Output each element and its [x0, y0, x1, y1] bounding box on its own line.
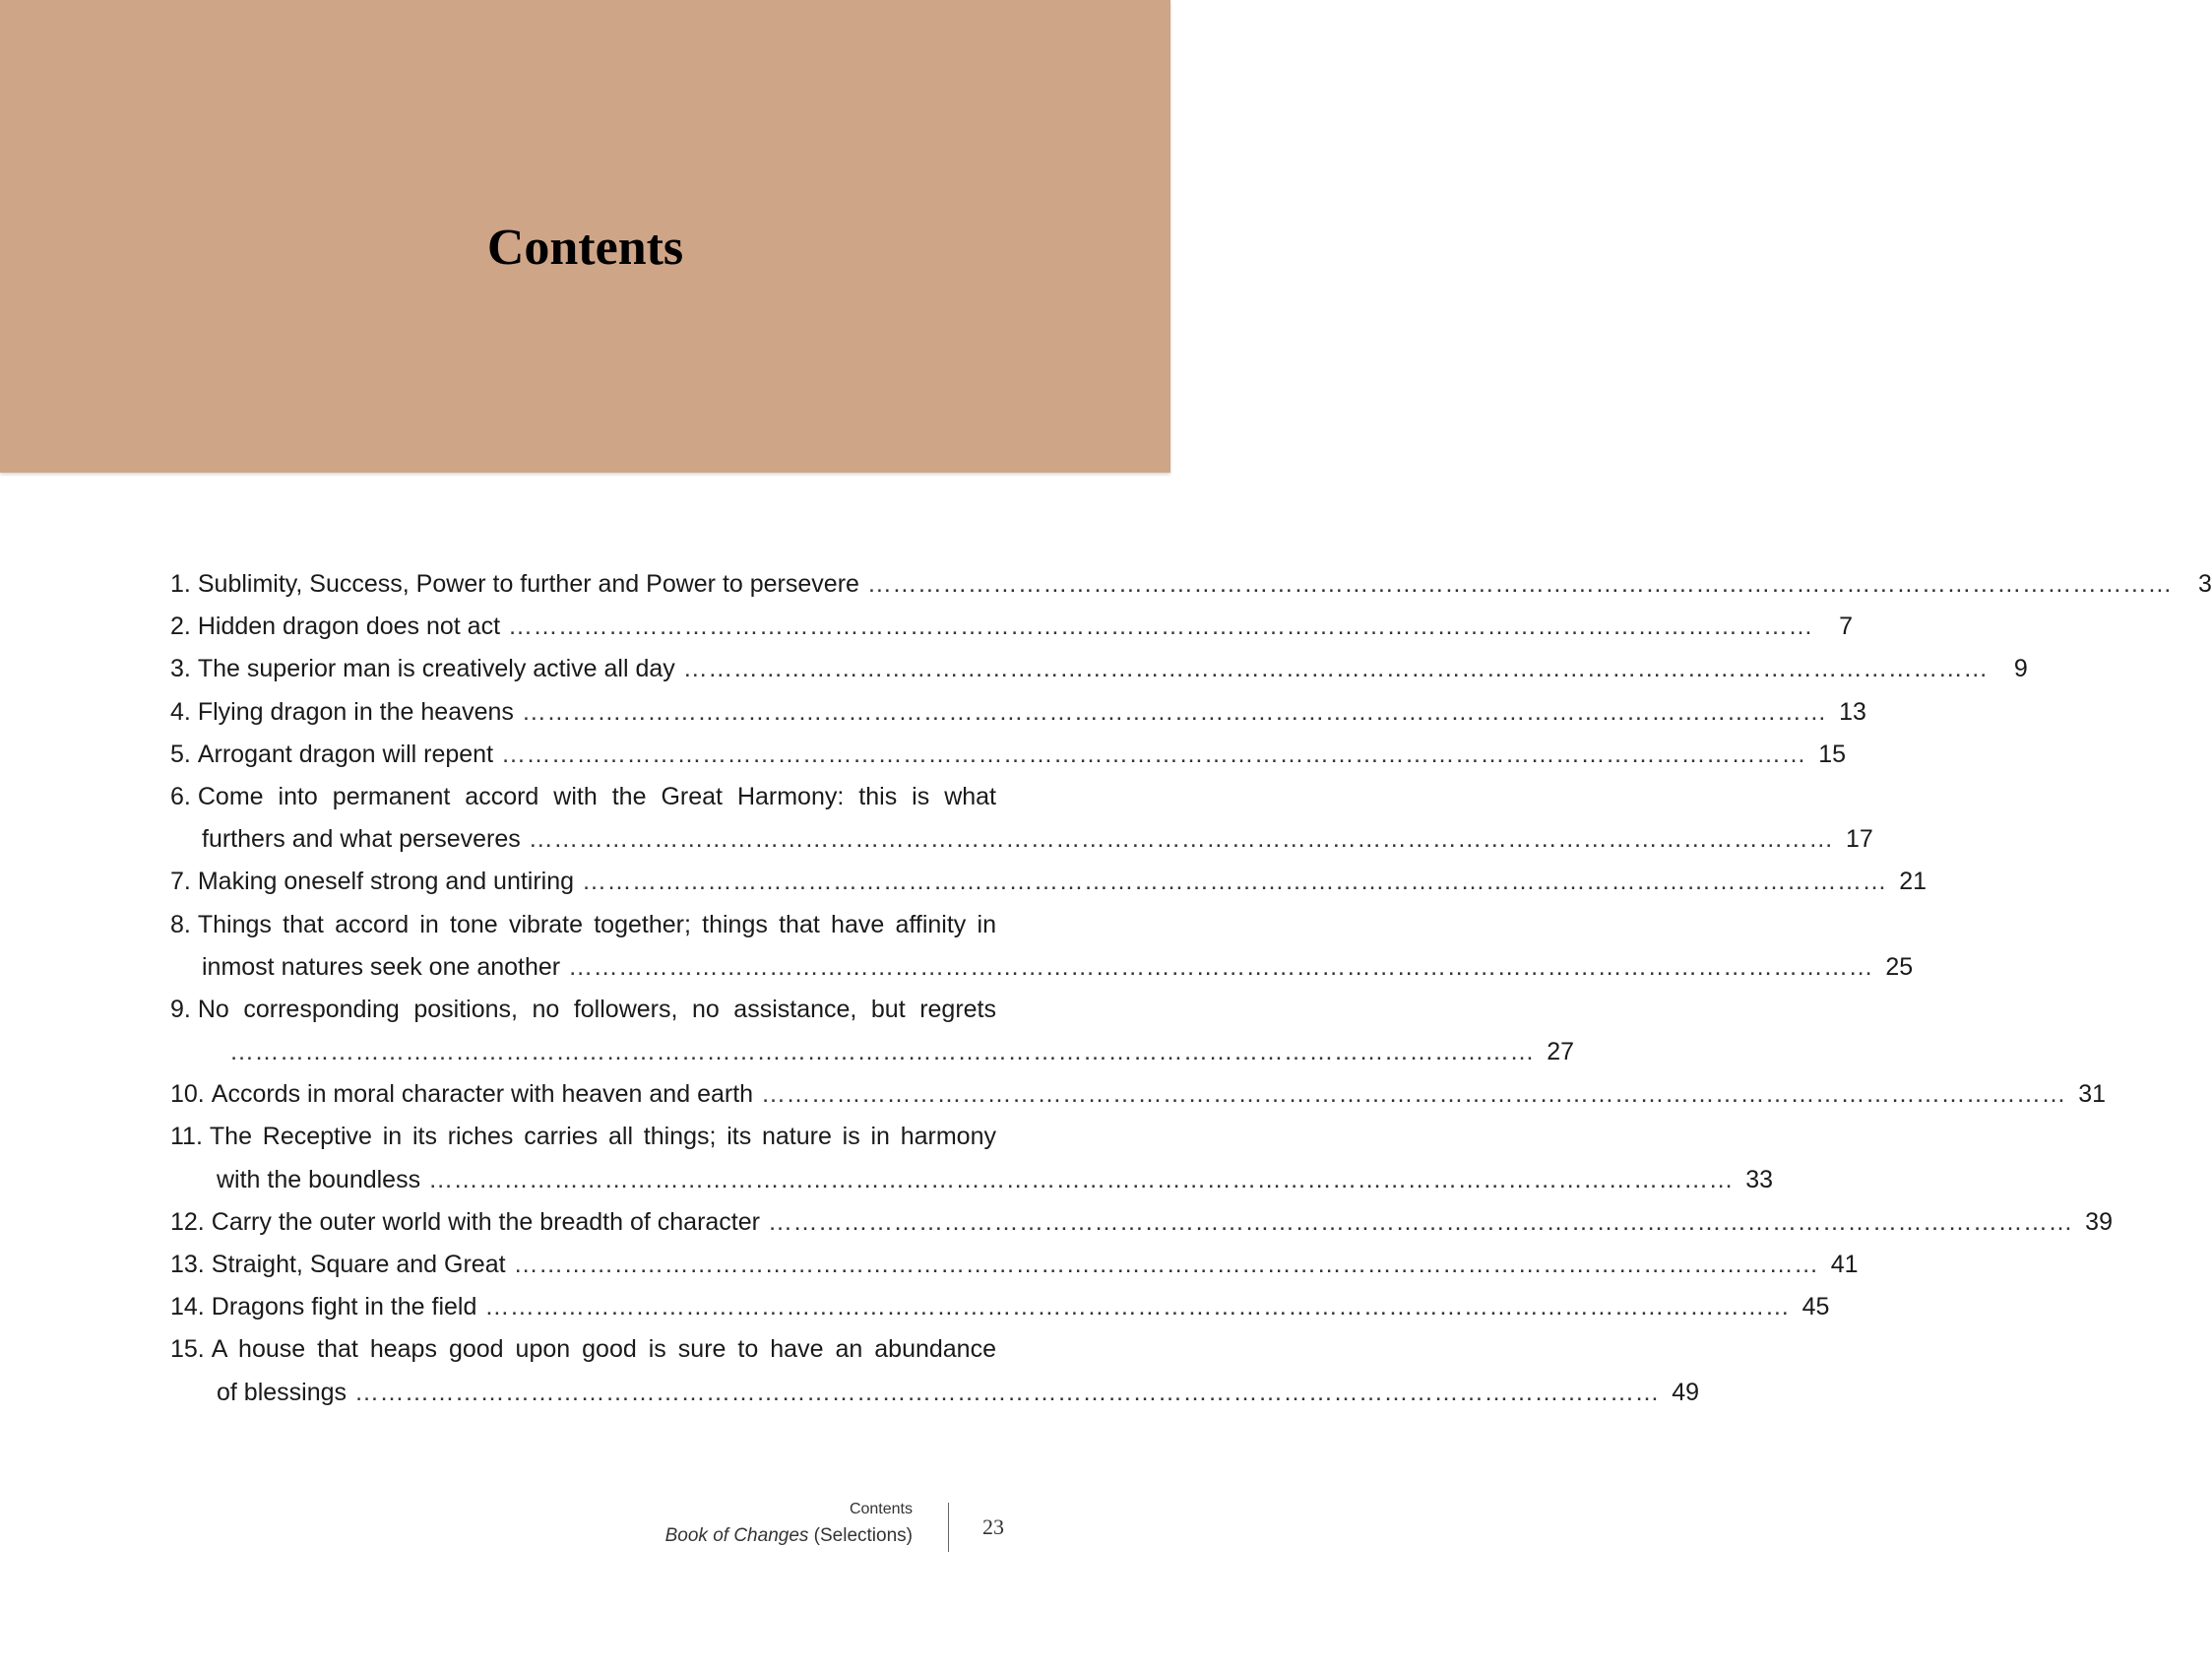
toc-entry-9[interactable] — [170, 989, 996, 1031]
toc-entry-title: Making oneself strong and untiring — [197, 868, 575, 896]
toc-entry-title: A house that heaps good upon good is sure to have an abundance — [211, 1335, 996, 1364]
toc-entry-number: 12. — [170, 1207, 205, 1236]
footer-book-suffix: (Selections) — [813, 1525, 913, 1546]
toc-entry-title: The Receptive in its riches carries all things; its nature is in harmony — [209, 1123, 996, 1151]
toc-entry-3[interactable] — [170, 648, 2028, 690]
toc-entry-page: 25 — [1885, 952, 1914, 981]
toc-entry-number: 3. — [170, 655, 191, 683]
page-title: Contents — [486, 220, 684, 276]
toc-entry-5[interactable] — [170, 734, 1847, 776]
dot-leader — [761, 1073, 2066, 1116]
footer-book-title — [665, 1522, 913, 1550]
toc-entry-number: 11. — [170, 1123, 203, 1151]
toc-entry-number: 7. — [170, 868, 191, 896]
dot-leader — [768, 1201, 2073, 1244]
toc-entry-1[interactable] — [170, 563, 2212, 606]
dot-leader — [501, 734, 1806, 776]
toc-entry-title-continued: inmost natures seek one another — [202, 952, 561, 981]
dot-leader — [508, 606, 1813, 648]
toc-entry-page: 39 — [2085, 1207, 2113, 1236]
footer-book-name: Book of Changes — [664, 1525, 809, 1546]
toc-entry-number: 6. — [170, 782, 191, 810]
toc-entry-4[interactable] — [170, 691, 1866, 734]
toc-entry-title: Dragons fight in the field — [211, 1293, 477, 1321]
toc-entry-page: 13 — [1839, 697, 1866, 726]
toc-entry-8-continuation[interactable] — [170, 946, 1914, 989]
dot-leader — [428, 1159, 1734, 1201]
toc-entry-10[interactable] — [170, 1073, 2107, 1116]
toc-entry-11[interactable] — [170, 1116, 996, 1158]
toc-entry-title-continued: of blessings — [217, 1378, 348, 1406]
toc-entry-title: Flying dragon in the heavens — [197, 697, 514, 726]
toc-entry-title: Come into permanent accord with the Great Harmony: this is what — [197, 782, 996, 810]
dot-leader — [582, 861, 1887, 903]
toc-entry-number: 5. — [170, 740, 191, 768]
toc-entry-page: 15 — [1818, 740, 1847, 768]
toc-entry-title-continued: furthers and what perseveres — [202, 825, 521, 854]
toc-entry-page: 9 — [2013, 655, 2028, 683]
dot-leader — [867, 563, 2173, 606]
toc-entry-title: Accords in moral character with heaven and earth — [211, 1080, 754, 1109]
dot-leader — [354, 1372, 1660, 1414]
toc-entry-page: 3 — [2198, 570, 2212, 598]
toc-entry-page: 41 — [1830, 1251, 1859, 1278]
toc-entry-title: Sublimity, Success, Power to further and Power to persevere — [197, 570, 859, 598]
toc-entry-15-continuation[interactable] — [170, 1372, 1700, 1414]
toc-entry-13[interactable] — [170, 1244, 1859, 1286]
toc-entry-page: 17 — [1845, 825, 1873, 854]
toc-entry-title: Things that accord in tone vibrate together; things that have affinity in — [197, 910, 996, 938]
toc-entry-page: 7 — [1839, 612, 1854, 641]
dot-leader — [229, 1031, 1535, 1073]
toc-entry-title-continued: with the boundless — [217, 1165, 421, 1193]
dot-leader — [683, 648, 1989, 690]
toc-entry-number: 9. — [170, 995, 191, 1023]
toc-entry-number: 1. — [170, 570, 191, 598]
toc-entry-page: 33 — [1745, 1165, 1774, 1193]
toc-entry-12[interactable] — [170, 1201, 2113, 1244]
toc-entry-title: Hidden dragon does not act — [197, 612, 501, 641]
dot-leader — [529, 818, 1834, 861]
toc-entry-page: 45 — [1801, 1293, 1830, 1321]
toc-entry-page: 31 — [2078, 1080, 2107, 1109]
toc-entry-number: 13. — [170, 1251, 205, 1278]
toc-entry-7[interactable] — [170, 861, 1928, 903]
toc-entry-page: 27 — [1547, 1038, 1574, 1066]
dot-leader — [514, 1244, 1819, 1286]
table-of-contents — [170, 563, 2212, 1414]
toc-entry-6[interactable] — [170, 776, 996, 818]
toc-entry-title: The superior man is creatively active all day — [197, 655, 675, 683]
toc-entry-number: 10. — [170, 1080, 205, 1109]
dot-leader — [522, 691, 1827, 734]
toc-entry-15[interactable] — [170, 1328, 996, 1371]
toc-entry-2[interactable] — [170, 606, 1854, 648]
toc-entry-number: 14. — [170, 1293, 205, 1321]
toc-entry-11-continuation[interactable] — [170, 1159, 1774, 1201]
toc-entry-title: Straight, Square and Great — [211, 1251, 506, 1278]
footer-section-label: Contents — [849, 1501, 913, 1517]
toc-entry-8[interactable] — [170, 904, 996, 946]
toc-entry-title: No corresponding positions, no followers, no assistance, but regrets — [197, 995, 996, 1023]
toc-entry-page: 21 — [1899, 868, 1928, 896]
footer-divider — [948, 1503, 949, 1552]
toc-entry-page: 49 — [1672, 1378, 1700, 1406]
page-number: 23 — [982, 1514, 1004, 1539]
toc-entry-14[interactable] — [170, 1286, 1830, 1328]
toc-entry-number: 4. — [170, 697, 191, 726]
toc-entry-number: 8. — [170, 910, 191, 938]
dot-leader — [568, 946, 1873, 989]
toc-entry-number: 2. — [170, 612, 191, 641]
dot-leader — [484, 1286, 1790, 1328]
toc-entry-9-continuation[interactable] — [170, 1031, 1574, 1073]
running-footer — [665, 1497, 913, 1550]
toc-entry-number: 15. — [170, 1335, 205, 1364]
toc-entry-title: Arrogant dragon will repent — [197, 740, 494, 768]
toc-entry-6-continuation[interactable] — [170, 818, 1873, 861]
toc-entry-title: Carry the outer world with the breadth of character — [211, 1207, 760, 1236]
